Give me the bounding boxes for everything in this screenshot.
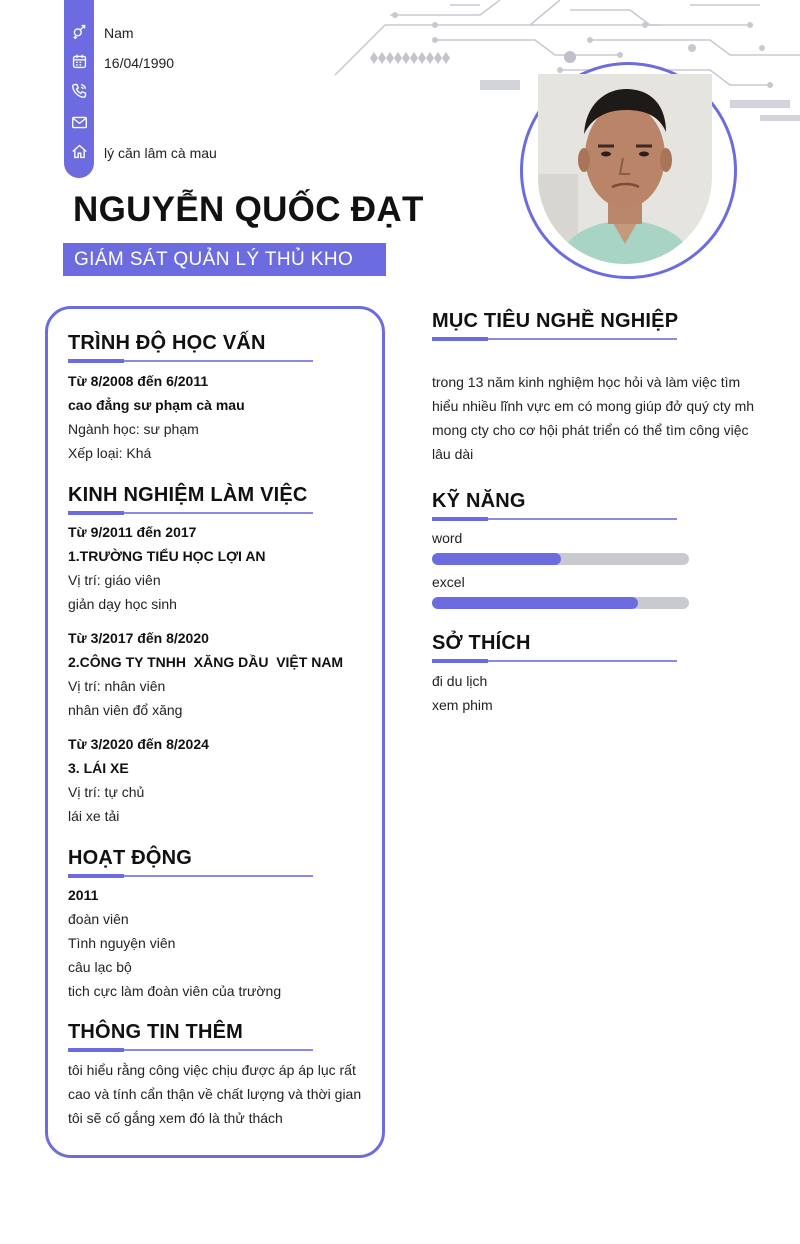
experience-period: Từ 9/2011 đến 2017 bbox=[68, 524, 197, 540]
objective-line: lâu dài bbox=[432, 446, 474, 462]
skill-fill bbox=[432, 553, 561, 565]
address-text: lý căn lâm cà mau bbox=[104, 145, 217, 161]
education-major: Ngành học: sư phạm bbox=[68, 421, 199, 437]
extra-line: tôi hiểu rằng công việc chịu được áp áp lục rất bbox=[68, 1062, 356, 1078]
skill-name: word bbox=[432, 530, 463, 546]
objective-line: mong cty cho cơ hội phát triển có thể tìm công việc bbox=[432, 422, 749, 438]
job-title: GIÁM SÁT QUẢN LÝ THỦ KHO bbox=[63, 243, 386, 276]
activities-year: 2011 bbox=[68, 887, 99, 903]
extra-divider bbox=[68, 1049, 313, 1051]
experience-role: Vị trí: giáo viên bbox=[68, 572, 161, 588]
education-school: cao đẳng sư phạm cà mau bbox=[68, 397, 245, 413]
activities-divider bbox=[68, 875, 313, 877]
experience-title: KINH NGHIỆM LÀM VIỆC bbox=[68, 484, 308, 506]
hobby-item: xem phim bbox=[432, 697, 493, 713]
experience-divider bbox=[68, 512, 313, 514]
objective-title: MỤC TIÊU NGHỀ NGHIỆP bbox=[432, 310, 679, 332]
education-divider bbox=[68, 360, 313, 362]
activities-line: câu lạc bộ bbox=[68, 959, 132, 975]
mail-icon bbox=[70, 113, 88, 131]
contact-icon-strip bbox=[64, 0, 94, 178]
experience-company: 2.CÔNG TY TNHH XĂNG DẦU VIỆT NAM bbox=[68, 654, 344, 670]
experience-company: 3. LÁI XE bbox=[68, 760, 129, 776]
experience-period: Từ 3/2017 đến 8/2020 bbox=[68, 630, 209, 646]
skills-title: KỸ NĂNG bbox=[432, 490, 526, 512]
candidate-name: NGUYỄN QUỐC ĐẠT bbox=[73, 190, 424, 229]
skill-bar-excel bbox=[432, 597, 689, 609]
experience-company: 1.TRƯỜNG TIỂU HỌC LỢI AN bbox=[68, 548, 266, 564]
extra-line: cao và tính cẩn thận về chất lượng và thời gian bbox=[68, 1086, 362, 1102]
skill-fill bbox=[432, 597, 638, 609]
hobbies-title: SỞ THÍCH bbox=[432, 632, 531, 654]
avatar bbox=[538, 74, 712, 264]
experience-role: Vị trí: nhân viên bbox=[68, 678, 166, 694]
hobbies-divider bbox=[432, 660, 677, 662]
skills-divider bbox=[432, 518, 677, 520]
activities-title: HOẠT ĐỘNG bbox=[68, 847, 193, 869]
calendar-icon bbox=[70, 52, 88, 70]
objective-line: hiểu nhiều lĩnh vực em có mong giúp đở quý cty mh bbox=[432, 398, 755, 414]
skill-bar-word bbox=[432, 553, 689, 565]
experience-desc: lái xe tải bbox=[68, 808, 120, 824]
gender-text: Nam bbox=[104, 25, 134, 41]
experience-desc: giản dạy học sinh bbox=[68, 596, 177, 612]
experience-period: Từ 3/2020 đến 8/2024 bbox=[68, 736, 209, 752]
extra-title: THÔNG TIN THÊM bbox=[68, 1021, 244, 1043]
skill-name: excel bbox=[432, 574, 465, 590]
experience-role: Vị trí: tự chủ bbox=[68, 784, 145, 800]
activities-line: Tình nguyện viên bbox=[68, 935, 176, 951]
objective-divider bbox=[432, 338, 677, 340]
activities-line: đoàn viên bbox=[68, 911, 129, 927]
activities-line: tich cực làm đoàn viên của trường bbox=[68, 983, 282, 999]
phone-icon bbox=[70, 81, 88, 99]
hobby-item: đi du lịch bbox=[432, 673, 488, 689]
education-grade: Xếp loại: Khá bbox=[68, 445, 152, 461]
birthdate-text: 16/04/1990 bbox=[104, 55, 175, 71]
gender-icon bbox=[70, 22, 88, 40]
home-icon bbox=[70, 142, 88, 160]
education-title: TRÌNH ĐỘ HỌC VẤN bbox=[68, 332, 266, 354]
experience-desc: nhân viên đổ xăng bbox=[68, 702, 183, 718]
extra-line: tôi sẽ cố gắng xem đó là thử thách bbox=[68, 1110, 283, 1126]
education-period: Từ 8/2008 đến 6/2011 bbox=[68, 373, 209, 389]
objective-line: trong 13 năm kinh nghiệm học hỏi và làm việc tìm bbox=[432, 374, 741, 390]
